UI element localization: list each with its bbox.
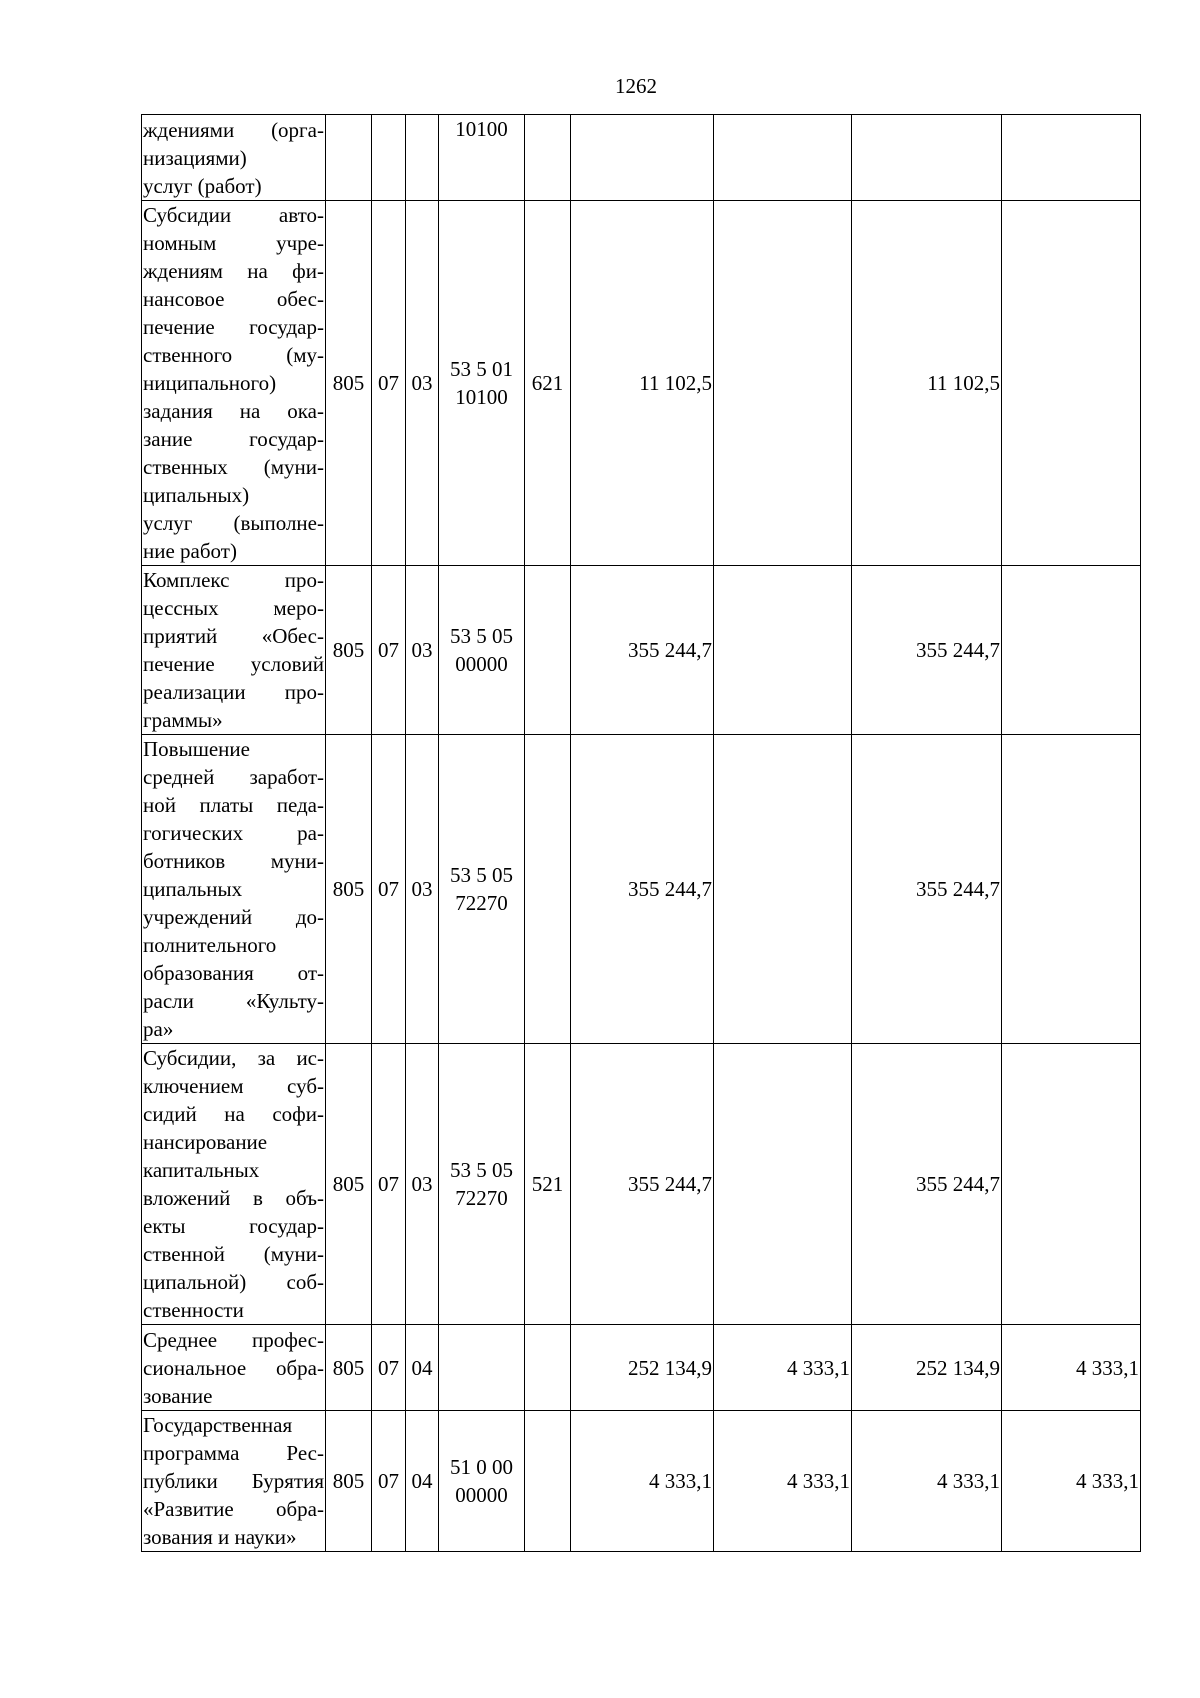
item-name-line: зования и науки» <box>143 1525 297 1549</box>
cell-expense-type <box>525 1325 571 1411</box>
target-article-line: 00000 <box>455 1483 508 1507</box>
target-article-line: 53 5 05 <box>450 863 513 887</box>
table-row <box>142 1325 1141 1411</box>
cell-amount-year2: 4 333,1 <box>852 1411 1002 1552</box>
cell-item-name <box>142 115 326 201</box>
table-row <box>142 735 1141 1044</box>
target-article-line: 10100 <box>455 385 508 409</box>
cell-item-name <box>142 566 326 735</box>
item-name-line: Субсидии авто- <box>143 203 324 227</box>
item-name-line: ципальных) <box>143 483 250 507</box>
item-name-line: печение государ- <box>143 315 324 339</box>
cell-amount-year1-federal: 4 333,1 <box>714 1325 852 1411</box>
cell-grbs: 805 <box>326 566 372 735</box>
item-name-line: программа Рес- <box>143 1441 324 1465</box>
item-name-line: капитальных <box>143 1158 260 1182</box>
cell-section: 07 <box>372 1044 406 1325</box>
item-name-line: Государственная <box>143 1413 293 1437</box>
item-name-line: номным учре- <box>143 231 324 255</box>
item-name-line: цессных меро- <box>143 596 324 620</box>
item-name-line: ной платы педа- <box>143 793 324 817</box>
item-name-line: низациями) <box>143 145 247 170</box>
table-row <box>142 1044 1141 1325</box>
item-name-line: ственной (муни- <box>143 1242 324 1266</box>
item-name-line: публики Бурятия <box>143 1469 324 1493</box>
item-name-line: зание государ- <box>143 427 324 451</box>
item-name-line: ниципального) <box>143 371 277 395</box>
cell-item-name <box>142 1044 326 1325</box>
cell-grbs: 805 <box>326 1044 372 1325</box>
cell-target-article <box>439 735 525 1044</box>
target-article-line: 10100 <box>455 117 508 141</box>
target-article-line: 72270 <box>455 1186 508 1210</box>
item-name-line: нансирование <box>143 1130 268 1154</box>
item-name-line: учреждений до- <box>143 905 324 929</box>
target-article-line: 00000 <box>455 652 508 676</box>
target-article-line: 53 5 05 <box>450 1158 513 1182</box>
cell-amount-year2 <box>852 115 1002 201</box>
item-name-line: Субсидии, за ис- <box>143 1046 324 1070</box>
cell-amount-year1-federal <box>714 115 852 201</box>
table-body <box>142 115 1141 1552</box>
cell-target-article <box>439 1411 525 1552</box>
cell-subsection: 04 <box>406 1325 439 1411</box>
cell-amount-year1-federal <box>714 1044 852 1325</box>
table-row <box>142 115 1141 201</box>
cell-amount-year2-federal <box>1002 201 1141 566</box>
cell-target-article <box>439 1325 525 1411</box>
cell-amount-year2: 355 244,7 <box>852 1044 1002 1325</box>
cell-target-article <box>439 566 525 735</box>
item-name-line: печение условий <box>143 652 324 676</box>
cell-expense-type <box>525 115 571 201</box>
cell-amount-year2: 11 102,5 <box>852 201 1002 566</box>
cell-amount-year2-federal <box>1002 1044 1141 1325</box>
table-row <box>142 566 1141 735</box>
item-name-line: ключением суб- <box>143 1074 324 1098</box>
cell-grbs <box>326 115 372 201</box>
cell-section: 07 <box>372 201 406 566</box>
cell-amount-year1: 355 244,7 <box>571 1044 714 1325</box>
item-name-line: реализации про- <box>143 680 324 704</box>
cell-amount-year2: 355 244,7 <box>852 735 1002 1044</box>
item-name-line: приятий «Обес- <box>143 624 324 648</box>
item-name-line: ципальных <box>143 877 243 901</box>
cell-item-name <box>142 201 326 566</box>
cell-grbs: 805 <box>326 735 372 1044</box>
item-name-line: средней заработ- <box>143 765 324 789</box>
cell-subsection: 03 <box>406 201 439 566</box>
cell-section: 07 <box>372 1411 406 1552</box>
cell-section: 07 <box>372 566 406 735</box>
item-name-line: ждениями (орга- <box>143 117 324 142</box>
cell-grbs: 805 <box>326 1411 372 1552</box>
cell-amount-year2-federal <box>1002 566 1141 735</box>
cell-amount-year1-federal <box>714 566 852 735</box>
cell-item-name <box>142 735 326 1044</box>
item-name-line: ственности <box>143 1298 244 1322</box>
item-name-line: вложений в объ- <box>143 1186 324 1210</box>
cell-amount-year2: 252 134,9 <box>852 1325 1002 1411</box>
budget-table <box>141 114 1141 1552</box>
item-name-line: Повышение <box>143 737 250 761</box>
cell-expense-type <box>525 1411 571 1552</box>
item-name-line: ботников муни- <box>143 849 324 873</box>
cell-target-article <box>439 201 525 566</box>
item-name-line: гогических ра- <box>143 821 324 845</box>
cell-section: 07 <box>372 735 406 1044</box>
target-article-line: 51 0 00 <box>450 1455 513 1479</box>
item-name-line: ственного (му- <box>143 343 324 367</box>
cell-expense-type: 621 <box>525 201 571 566</box>
item-name-line: образования от- <box>143 961 324 985</box>
cell-expense-type <box>525 566 571 735</box>
item-name-line: ждениям на фи- <box>143 259 324 283</box>
cell-target-article <box>439 115 525 201</box>
cell-expense-type <box>525 735 571 1044</box>
item-name-line: услуг (работ) <box>143 173 262 198</box>
item-name-line: зование <box>143 1383 213 1408</box>
item-name-line: граммы» <box>143 708 223 732</box>
item-name-line: ра» <box>143 1017 174 1041</box>
item-name-line: сидий на софи- <box>143 1102 324 1126</box>
cell-amount-year1: 252 134,9 <box>571 1325 714 1411</box>
item-name-line: ственных (муни- <box>143 455 324 479</box>
cell-amount-year1-federal: 4 333,1 <box>714 1411 852 1552</box>
table-row <box>142 1411 1141 1552</box>
item-name-line: ние работ) <box>143 539 237 563</box>
table-row <box>142 201 1141 566</box>
cell-subsection: 04 <box>406 1411 439 1552</box>
cell-amount-year1 <box>571 115 714 201</box>
cell-amount-year2-federal <box>1002 115 1141 201</box>
cell-amount-year2-federal: 4 333,1 <box>1002 1325 1141 1411</box>
cell-grbs: 805 <box>326 1325 372 1411</box>
cell-subsection <box>406 115 439 201</box>
cell-amount-year2: 355 244,7 <box>852 566 1002 735</box>
target-article-line: 72270 <box>455 891 508 915</box>
cell-grbs: 805 <box>326 201 372 566</box>
cell-subsection: 03 <box>406 1044 439 1325</box>
cell-amount-year1: 4 333,1 <box>571 1411 714 1552</box>
page-number: 1262 <box>615 74 657 98</box>
cell-amount-year1-federal <box>714 735 852 1044</box>
cell-expense-type: 521 <box>525 1044 571 1325</box>
cell-amount-year1-federal <box>714 201 852 566</box>
cell-item-name <box>142 1325 326 1411</box>
cell-item-name <box>142 1411 326 1552</box>
cell-amount-year1: 355 244,7 <box>571 735 714 1044</box>
cell-subsection: 03 <box>406 735 439 1044</box>
item-name-line: ципальной) соб- <box>143 1270 324 1294</box>
item-name-line: Среднее профес- <box>143 1327 324 1352</box>
item-name-line: расли «Культу- <box>143 989 324 1013</box>
cell-amount-year1: 11 102,5 <box>571 201 714 566</box>
cell-amount-year1: 355 244,7 <box>571 566 714 735</box>
item-name-line: сиональное обра- <box>143 1355 324 1380</box>
item-name-line: екты государ- <box>143 1214 324 1238</box>
cell-subsection: 03 <box>406 566 439 735</box>
item-name-line: «Развитие обра- <box>143 1497 324 1521</box>
cell-section: 07 <box>372 1325 406 1411</box>
item-name-line: нансовое обес- <box>143 287 324 311</box>
item-name-line: полнительного <box>143 933 277 957</box>
item-name-line: услуг (выполне- <box>143 511 324 535</box>
target-article-line: 53 5 05 <box>450 624 513 648</box>
cell-target-article <box>439 1044 525 1325</box>
cell-section <box>372 115 406 201</box>
item-name-line: Комплекс про- <box>143 568 324 592</box>
target-article-line: 53 5 01 <box>450 357 513 381</box>
cell-amount-year2-federal <box>1002 735 1141 1044</box>
item-name-line: задания на ока- <box>143 399 324 423</box>
cell-amount-year2-federal: 4 333,1 <box>1002 1411 1141 1552</box>
